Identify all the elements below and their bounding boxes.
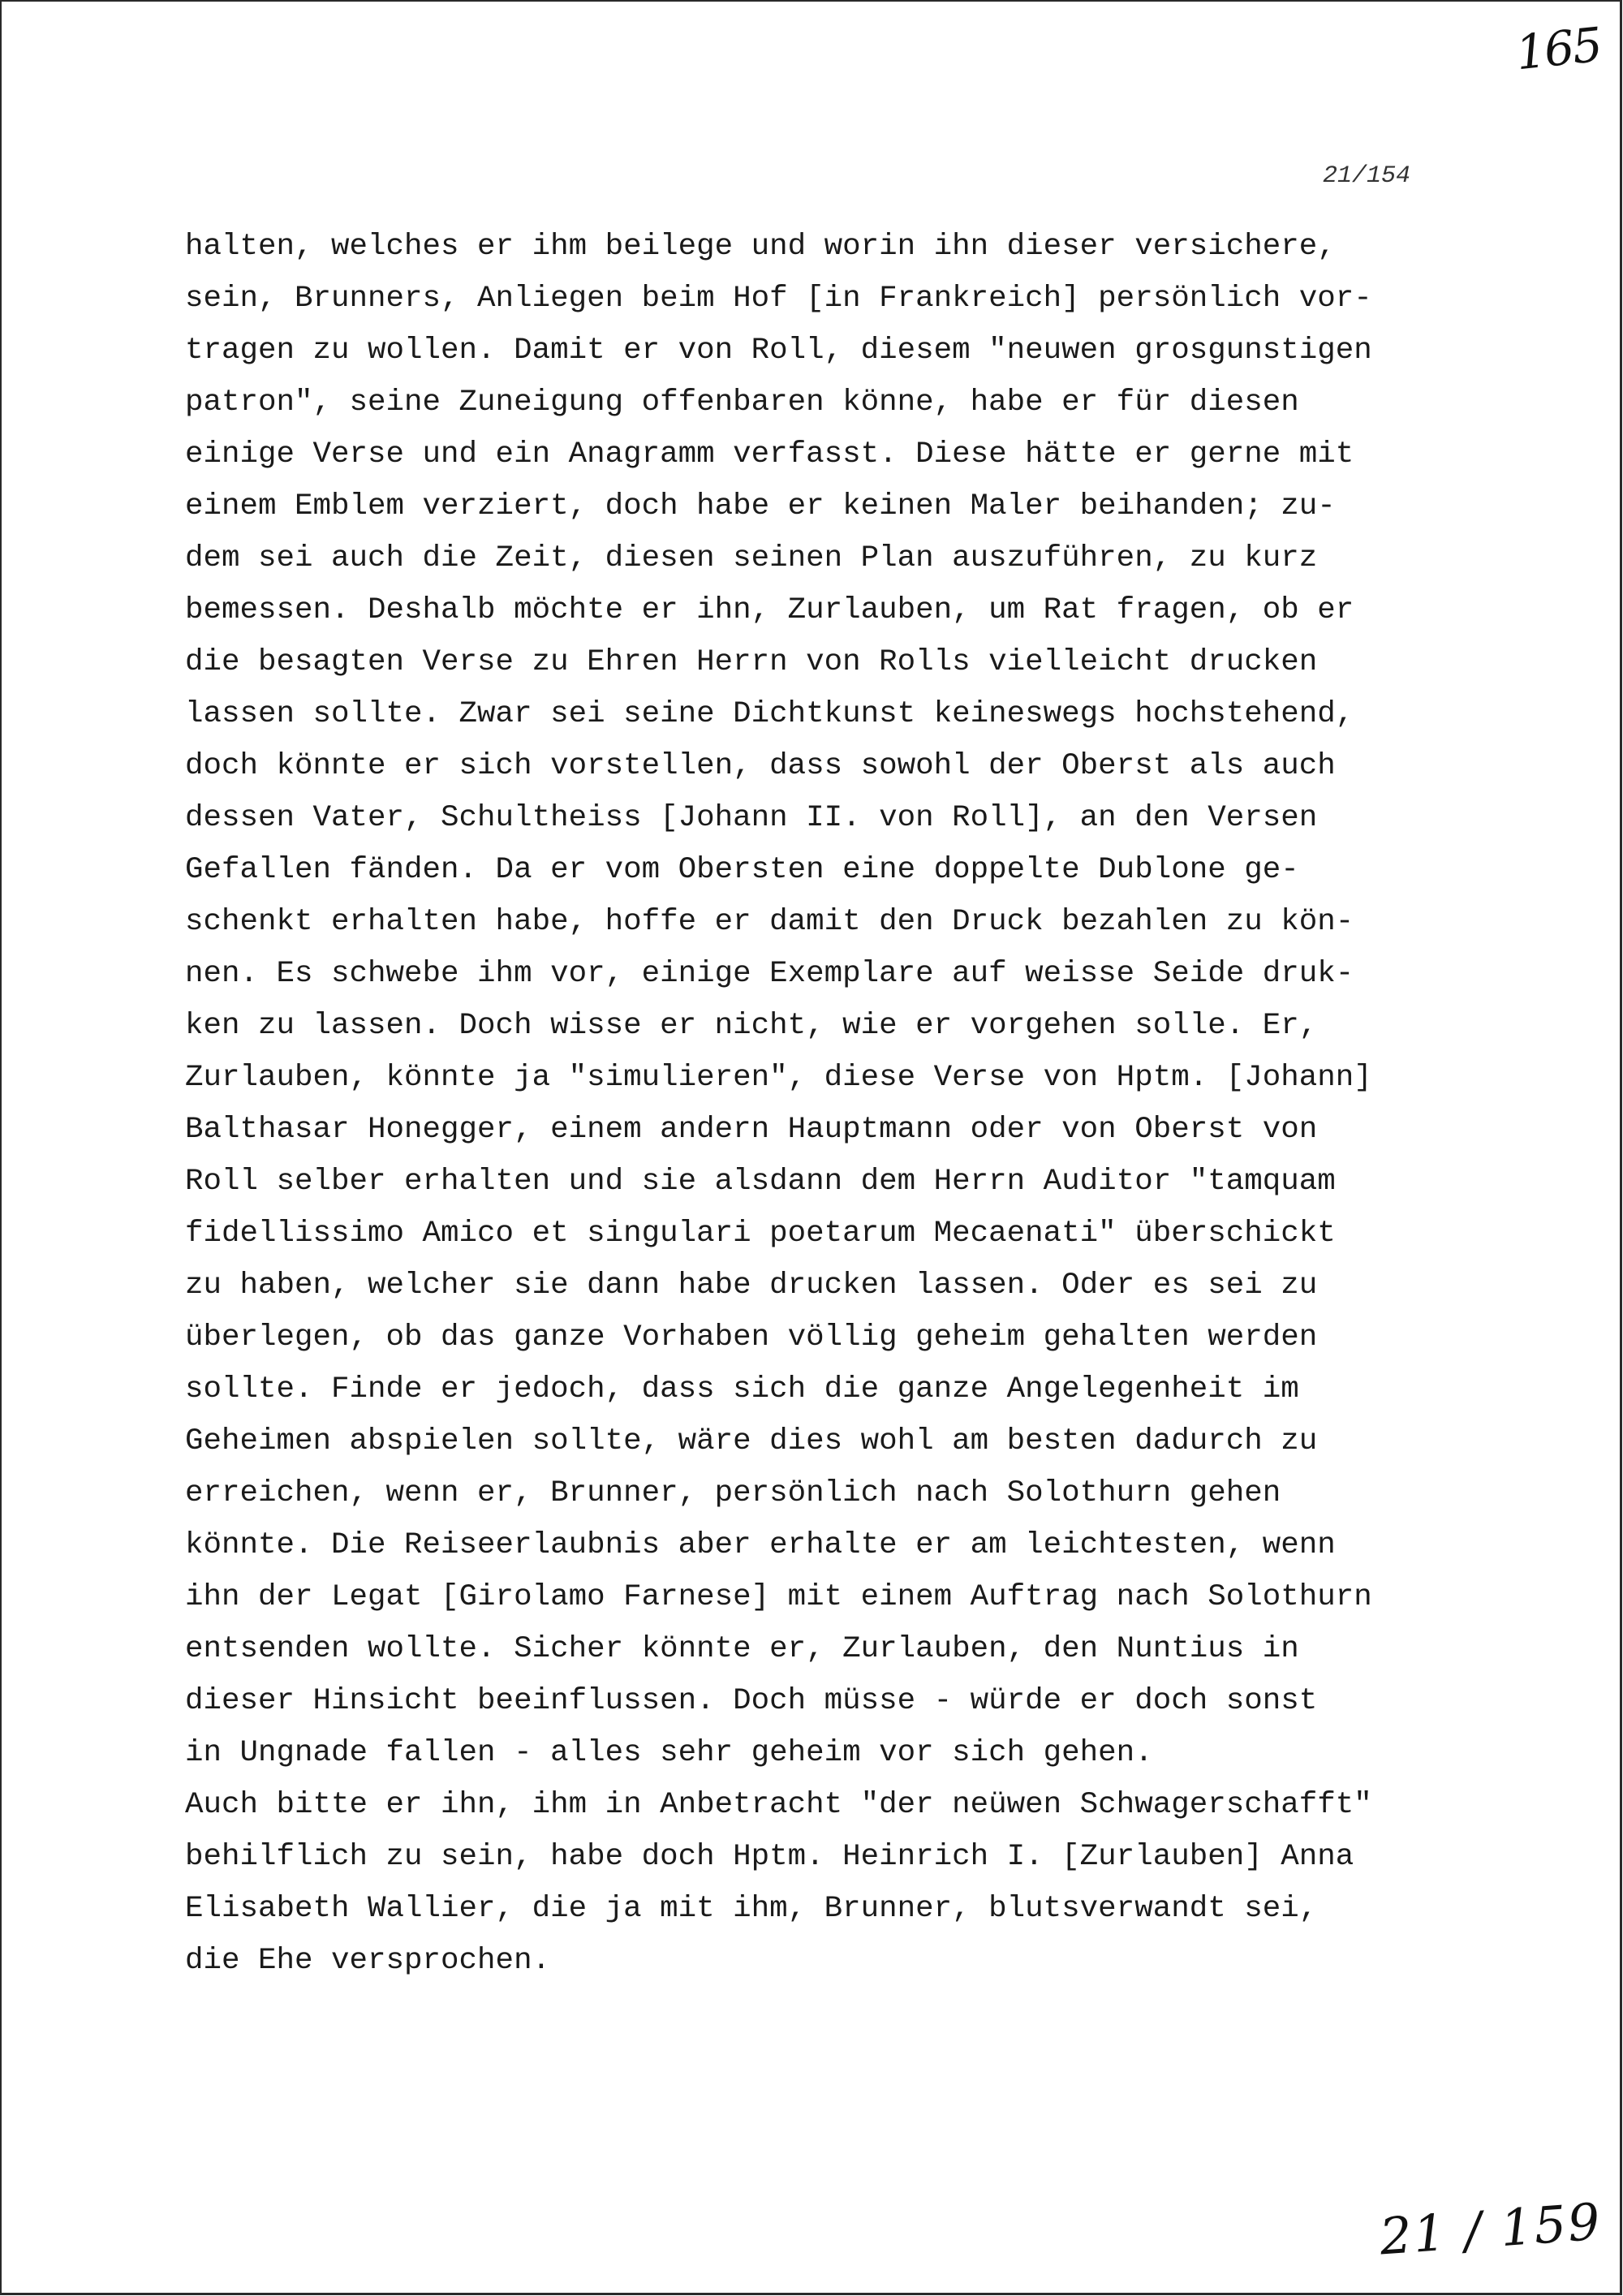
text-line: die Ehe versprochen. [185,1944,551,1978]
text-line: fidellissimo Amico et singulari poetarum Mecaenati" überschickt [185,1217,1336,1251]
text-line: halten, welches er ihm beilege und worin ihn dieser versichere, [185,230,1336,264]
text-line: die besagten Verse zu Ehren Herrn von Rolls vielleicht drucken [185,645,1318,679]
handwritten-archive-number: 21 / 159 [1377,2191,1604,2267]
body-text [185,221,1597,1987]
text-line: Gefallen fänden. Da er vom Obersten eine doppelte Dublone ge- [185,853,1299,887]
text-line: dieser Hinsicht beeinflussen. Doch müsse - würde er doch sonst [185,1684,1318,1718]
text-line: Geheimen abspielen sollte, wäre dies wohl am besten dadurch zu [185,1424,1318,1458]
text-line: sein, Brunners, Anliegen beim Hof [in Frankreich] persönlich vor- [185,282,1372,316]
text-line: Elisabeth Wallier, die ja mit ihm, Brunner, blutsverwandt sei, [185,1892,1318,1926]
text-line: einem Emblem verziert, doch habe er keinen Maler beihanden; zu- [185,489,1336,523]
text-line: behilflich zu sein, habe doch Hptm. Heinrich I. [Zurlauben] Anna [185,1840,1354,1874]
text-line: lassen sollte. Zwar sei seine Dichtkunst keineswegs hochstehend, [185,697,1354,731]
text-line: dessen Vater, Schultheiss [Johann II. von Roll], an den Versen [185,801,1318,835]
text-line: könnte. Die Reiseerlaubnis aber erhalte er am leichtesten, wenn [185,1528,1336,1562]
text-line: Balthasar Honegger, einem andern Hauptmann oder von Oberst von [185,1113,1318,1147]
text-line: tragen zu wollen. Damit er von Roll, diesem "neuwen grosgunstigen [185,334,1372,368]
text-line: in Ungnade fallen - alles sehr geheim vor sich gehen. [185,1736,1153,1770]
text-line: entsenden wollte. Sicher könnte er, Zurlauben, den Nuntius in [185,1632,1299,1666]
text-line: Auch bitte er ihn, ihm in Anbetracht "der neüwen Schwagerschafft" [185,1788,1372,1822]
text-line: nen. Es schwebe ihm vor, einige Exemplare auf weisse Seide druk- [185,957,1354,991]
text-line: Zurlauben, könnte ja "simulieren", diese Verse von Hptm. [Johann] [185,1061,1372,1095]
text-line: ken zu lassen. Doch wisse er nicht, wie er vorgehen solle. Er, [185,1009,1318,1043]
text-line: ihn der Legat [Girolamo Farnese] mit einem Auftrag nach Solothurn [185,1580,1372,1614]
text-line: patron", seine Zuneigung offenbaren könne, habe er für diesen [185,386,1299,420]
text-line: doch könnte er sich vorstellen, dass sowohl der Oberst als auch [185,749,1336,783]
handwritten-folio-number: 165 [1513,16,1604,81]
text-line: sollte. Finde er jedoch, dass sich die ganze Angelegenheit im [185,1372,1299,1406]
text-line: bemessen. Deshalb möchte er ihn, Zurlauben, um Rat fragen, ob er [185,593,1354,627]
text-line: Roll selber erhalten und sie alsdann dem Herrn Auditor "tamquam [185,1165,1336,1199]
text-line: erreichen, wenn er, Brunner, persönlich nach Solothurn gehen [185,1476,1281,1510]
text-line: dem sei auch die Zeit, diesen seinen Plan auszuführen, zu kurz [185,541,1318,575]
text-line: zu haben, welcher sie dann habe drucken lassen. Oder es sei zu [185,1269,1318,1303]
page-reference: 21/154 [1323,162,1411,190]
text-line: einige Verse und ein Anagramm verfasst. Diese hätte er gerne mit [185,437,1354,472]
text-line: schenkt erhalten habe, hoffe er damit den Druck bezahlen zu kön- [185,905,1354,939]
text-line: überlegen, ob das ganze Vorhaben völlig geheim gehalten werden [185,1320,1318,1355]
